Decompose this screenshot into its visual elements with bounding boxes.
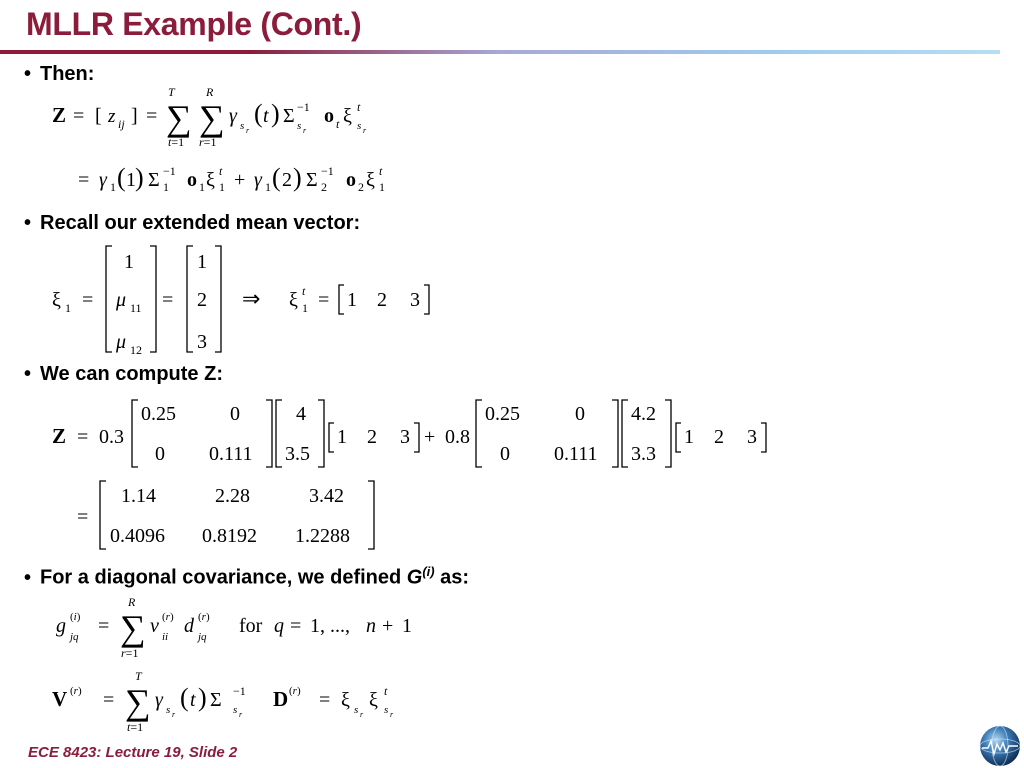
svg-text:=: =: [77, 506, 89, 528]
svg-text:2: 2: [358, 180, 364, 194]
bullet-dot: •: [24, 363, 32, 385]
svg-text:2.28: 2.28: [215, 485, 250, 507]
svg-text:∑: ∑: [125, 682, 151, 722]
svg-text:−1: −1: [297, 100, 310, 114]
svg-text:γ: γ: [155, 689, 163, 711]
svg-text:=: =: [78, 169, 90, 191]
svg-text:2: 2: [367, 426, 377, 448]
svg-text:t=1: t=1: [168, 135, 185, 149]
svg-text:r: r: [360, 710, 364, 719]
svg-text:1: 1: [197, 251, 207, 273]
svg-text:s: s: [233, 704, 238, 716]
svg-text:=: =: [82, 289, 94, 311]
svg-text:=: =: [103, 689, 115, 711]
svg-text:(r): (r): [198, 611, 210, 623]
svg-text:12: 12: [130, 343, 142, 357]
svg-text:=: =: [73, 105, 85, 127]
svg-text:ξ: ξ: [52, 289, 61, 311]
svg-text:3: 3: [197, 331, 207, 353]
svg-text:ξ: ξ: [289, 289, 298, 311]
svg-text:3.42: 3.42: [309, 485, 344, 507]
svg-text:]: ]: [131, 105, 138, 127]
svg-text:ξ: ξ: [343, 105, 352, 127]
bullet-dot: •: [24, 63, 32, 85]
svg-text:γ: γ: [99, 169, 107, 191]
svg-text:1: 1: [199, 180, 205, 194]
svg-text:1: 1: [402, 615, 412, 637]
svg-text:∑: ∑: [166, 98, 192, 138]
svg-text:jq: jq: [198, 631, 207, 643]
svg-text:t: t: [384, 684, 388, 698]
svg-text:1: 1: [684, 426, 694, 448]
svg-text:γ: γ: [254, 169, 262, 191]
svg-text:2: 2: [377, 289, 387, 311]
svg-text:0.8: 0.8: [445, 426, 470, 448]
svg-text:): ): [293, 163, 302, 192]
equation-z-numeric: [52, 400, 766, 467]
svg-text:o: o: [324, 105, 334, 127]
svg-text:Σ: Σ: [148, 169, 160, 191]
equation-z-definition: [52, 85, 367, 149]
svg-text:g: g: [56, 615, 66, 637]
svg-text:−1: −1: [163, 164, 176, 178]
svg-text:+: +: [234, 169, 246, 191]
svg-text:t: t: [219, 164, 223, 178]
svg-text:s: s: [354, 704, 359, 716]
svg-text:1: 1: [163, 180, 169, 194]
svg-text:r: r: [303, 126, 307, 135]
bullet-then: • Then:: [24, 63, 95, 85]
svg-text:r=1: r=1: [121, 646, 139, 660]
svg-text:1: 1: [265, 180, 271, 194]
svg-text:t=1: t=1: [127, 720, 144, 734]
svg-text:0.3: 0.3: [99, 426, 124, 448]
svg-text:Z: Z: [52, 424, 67, 448]
svg-text:μ: μ: [116, 331, 127, 353]
svg-text:1.2288: 1.2288: [295, 525, 350, 547]
bullet-compute: • We can compute Z:: [24, 363, 223, 385]
svg-text:t: t: [357, 100, 361, 114]
svg-text:ξ: ξ: [206, 169, 215, 191]
svg-text:=: =: [77, 426, 89, 448]
svg-text:+: +: [424, 426, 436, 448]
svg-text:4.2: 4.2: [631, 403, 656, 425]
svg-text:1: 1: [379, 180, 385, 194]
bullet-dot: •: [24, 212, 32, 234]
svg-text:2: 2: [282, 169, 292, 191]
svg-text:1: 1: [124, 251, 134, 273]
svg-text:t: t: [336, 117, 340, 131]
svg-text:s: s: [357, 120, 362, 132]
svg-text:): ): [271, 99, 280, 128]
svg-text:s: s: [240, 120, 245, 132]
svg-text:∑: ∑: [120, 608, 146, 648]
svg-text:ξ: ξ: [366, 169, 375, 191]
svg-text:ξ: ξ: [369, 689, 378, 711]
svg-text:(: (: [117, 163, 126, 192]
svg-text:(r): (r): [70, 685, 82, 697]
svg-text:): ): [198, 683, 207, 712]
globe-logo-icon: [978, 724, 1022, 768]
svg-text:−1: −1: [321, 164, 334, 178]
svg-text:γ: γ: [229, 105, 237, 127]
svg-text:Σ: Σ: [306, 169, 318, 191]
svg-text:ξ: ξ: [341, 689, 350, 711]
slide-title: MLLR Example (Cont.): [26, 6, 362, 42]
svg-text:0.4096: 0.4096: [110, 525, 165, 547]
svg-text:3.5: 3.5: [285, 443, 310, 465]
svg-text:1: 1: [219, 180, 225, 194]
svg-text:0.8192: 0.8192: [202, 525, 257, 547]
svg-text:2: 2: [197, 289, 207, 311]
svg-text:V: V: [52, 687, 68, 711]
slide-footer: ECE 8423: Lecture 19, Slide 2: [28, 744, 238, 761]
svg-text:for: for: [239, 615, 263, 637]
svg-text:+: +: [382, 615, 394, 637]
equation-z-expanded: [78, 163, 385, 194]
svg-text:): ): [135, 163, 144, 192]
svg-text:=: =: [146, 105, 158, 127]
svg-text:(: (: [254, 99, 263, 128]
svg-text:1: 1: [110, 180, 116, 194]
svg-text:s: s: [384, 704, 389, 716]
svg-text:s: s: [166, 704, 171, 716]
svg-text:μ: μ: [116, 289, 127, 311]
svg-text:11: 11: [130, 301, 142, 315]
svg-text:jq: jq: [70, 631, 79, 643]
svg-text:t: t: [302, 284, 306, 298]
svg-text:4: 4: [296, 403, 306, 425]
svg-text:1, ...,: 1, ...,: [310, 615, 350, 637]
svg-text:[: [: [95, 105, 102, 127]
svg-text:D: D: [273, 687, 289, 711]
svg-text:1: 1: [126, 169, 136, 191]
svg-text:0: 0: [575, 403, 585, 425]
svg-text:(: (: [272, 163, 281, 192]
svg-text:o: o: [187, 169, 197, 191]
svg-text:(: (: [180, 683, 189, 712]
svg-text:1: 1: [337, 426, 347, 448]
svg-text:1: 1: [65, 301, 71, 315]
svg-text:=: =: [98, 615, 110, 637]
svg-text:1: 1: [347, 289, 357, 311]
svg-text:r: r: [239, 710, 243, 719]
svg-text:=: =: [162, 289, 174, 311]
svg-text:t: t: [379, 164, 383, 178]
svg-text:q: q: [274, 615, 284, 637]
equation-g-definition: [56, 595, 412, 660]
svg-text:0: 0: [155, 443, 165, 465]
svg-text:1.14: 1.14: [121, 485, 156, 507]
svg-text:n: n: [366, 615, 376, 637]
svg-text:(r): (r): [162, 611, 174, 623]
svg-text:s: s: [297, 120, 302, 132]
svg-text:⇒: ⇒: [242, 286, 261, 311]
svg-text:3: 3: [400, 426, 410, 448]
svg-text:3: 3: [410, 289, 420, 311]
svg-text:T: T: [135, 669, 142, 683]
svg-text:ii: ii: [162, 631, 169, 643]
bullet-dot: •: [24, 566, 32, 589]
svg-text:R: R: [206, 85, 214, 99]
svg-text:r=1: r=1: [199, 135, 217, 149]
svg-text:=: =: [318, 289, 330, 311]
svg-text:1: 1: [302, 301, 308, 315]
svg-text:0.25: 0.25: [141, 403, 176, 425]
svg-text:Σ: Σ: [283, 105, 295, 127]
svg-text:=: =: [290, 615, 302, 637]
svg-text:Σ: Σ: [210, 689, 222, 711]
bullet-recall: • Recall our extended mean vector:: [24, 212, 361, 234]
svg-text:3: 3: [747, 426, 757, 448]
equation-z-result: [77, 481, 374, 549]
svg-text:0: 0: [500, 443, 510, 465]
svg-text:o: o: [346, 169, 356, 191]
svg-text:0: 0: [230, 403, 240, 425]
svg-text:0.25: 0.25: [485, 403, 520, 425]
svg-text:0.111: 0.111: [554, 443, 598, 465]
svg-text:T: T: [168, 85, 175, 99]
svg-text:ij: ij: [118, 117, 125, 131]
svg-text:∑: ∑: [199, 98, 225, 138]
svg-text:r: r: [246, 126, 250, 135]
svg-text:z: z: [108, 106, 116, 127]
svg-text:r: r: [363, 126, 367, 135]
svg-text:d: d: [184, 615, 194, 637]
svg-text:(i): (i): [70, 611, 81, 623]
svg-text:t: t: [263, 105, 269, 127]
svg-text:2: 2: [714, 426, 724, 448]
svg-text:3.3: 3.3: [631, 443, 656, 465]
bullet-diagonal: • For a diagonal covariance, we defined $G^{(i)}$ as:: [24, 564, 470, 589]
svg-text:2: 2: [321, 180, 327, 194]
svg-text:r: r: [172, 710, 176, 719]
svg-text:−1: −1: [233, 684, 246, 698]
svg-text:0.111: 0.111: [209, 443, 253, 465]
svg-text:t: t: [190, 689, 196, 711]
svg-text:=: =: [319, 689, 331, 711]
equation-extended-mean: [52, 246, 429, 357]
svg-text:v: v: [150, 615, 159, 637]
svg-text:Z: Z: [52, 103, 67, 127]
svg-text:r: r: [390, 710, 394, 719]
svg-text:(r): (r): [289, 685, 301, 697]
equation-v-d-definition: [52, 669, 394, 734]
svg-text:R: R: [128, 595, 136, 609]
